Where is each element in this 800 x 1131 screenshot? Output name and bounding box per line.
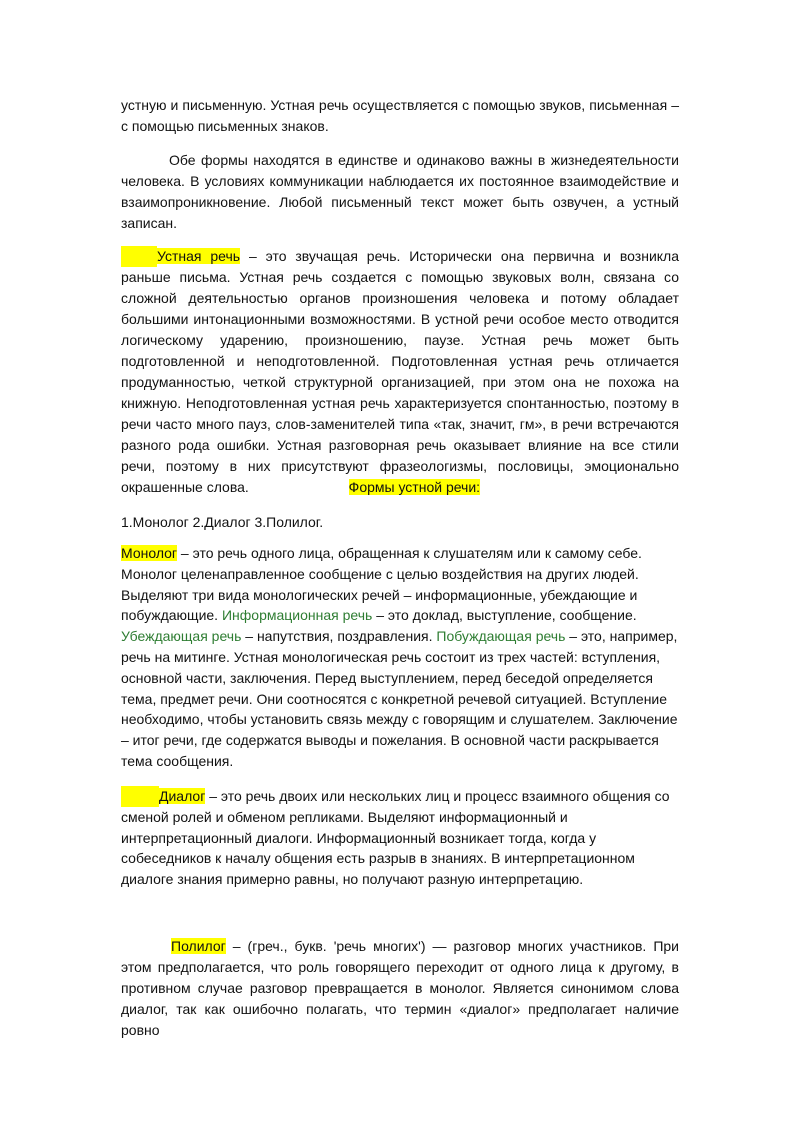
monologue-text-1: – это речь одного лица, обращенная к слушателям или к самому себе. Монолог целенаправленное сообщение с целью воздействия на других людей. Выделяют три вида монологических речей – информационные, убеждающие и побуждающие.	[121, 545, 642, 624]
term-dialogue: Диалог	[159, 788, 206, 804]
term-persuasive-speech: Убеждающая речь	[121, 628, 242, 645]
term-oral-speech: Устная речь	[157, 248, 241, 264]
monologue-text-4: – это, например, речь на митинге. Устная монологическая речь состоит из трех частей: вступления, основной части, заключения. Перед выступлением, перед беседой определяется тема, предмет речи. Они соотносятся с конкретной речевой ситуацией. Вступление необходимо, чтобы установить связь между с говорящим и слушателем. Заключение – итог речи, где содержатся выводы и пожелания. В основной части раскрывается тема сообщения.	[121, 628, 678, 769]
term-informational-speech: Информационная речь	[221, 607, 373, 624]
forms-list-text: 1.Монолог 2.Диалог 3.Полилог.	[121, 514, 324, 530]
polylogue-text: – (греч., букв. 'речь многих') — разговор многих участников. При этом предполагается, что роль говорящего переходит от одного лица к другому, в противном случае разговор превращается в монолог. Является синонимом слова диалог, так как ошибочно полагать, что термин «диалог» предполагает наличие ровно	[121, 938, 679, 1038]
oral-speech-text: – это звучащая речь. Исторически она первична и возникла раньше письма. Устная речь создается с помощью звуковых волн, связана со сложной деятельностью органов произношения человека и потому обладает большими интонационными возможностями. В устной речи особое место отводится логическому ударению, произношению, паузе. Устная речь может быть подготовленной и неподготовленной. Подготовленная устная речь отличается продуманностью, четкой структурной организацией, при этом она не похожа на книжную. Неподготовленная устная речь характеризуется спонтанностью, поэтому в речи часто много пауз, слов-заменителей типа «так, значит, гм», в речи встречаются разного рода ошибки. Устная разговорная речь оказывает влияние на все стили речи, поэтому в них присутствуют фразеологизмы, пословицы, эмоционально окрашенные слова.	[121, 248, 680, 495]
term-motivating-speech: Побуждающая речь	[436, 628, 566, 645]
paragraph-dialogue	[121, 786, 679, 890]
paragraph-1	[121, 95, 679, 137]
paragraph-monologue	[121, 543, 679, 772]
dialogue-text: – это речь двоих или нескольких лиц и процесс взаимного общения со сменой ролей и обменом репликами. Выделяют информационный и интерпретационный диалоги. Информационный возникает тогда, когда у собеседников к началу общения есть разрыв в знаниях. В интерпретационном диалоге знания примерно равны, но получают разную интерпретацию.	[121, 788, 670, 888]
paragraph-oral-speech	[121, 246, 679, 498]
paragraph-polylogue	[121, 936, 679, 1041]
term-polylogue: Полилог	[171, 938, 226, 954]
forms-list	[121, 512, 679, 533]
paragraph-2	[121, 150, 679, 234]
paragraph-1-text: устную и письменную. Устная речь осуществляется с помощью звуков, письменная – с помощью письменных знаков.	[121, 97, 679, 134]
paragraph-2-text: Обе формы находятся в единстве и одинаково важны в жизнедеятельности человека. В условиях коммуникации наблюдается их постоянное взаимодействие и взаимопроникновение. Любой письменный текст может быть озвучен, а устный записан.	[121, 152, 679, 231]
monologue-text-2: – это доклад, выступление, сообщение.	[372, 607, 637, 624]
term-highlight-oral-speech	[121, 248, 240, 264]
monologue-text-3: – напутствия, поздравления.	[241, 628, 437, 645]
forms-of-oral-speech-label: Формы устной речи:	[348, 479, 481, 495]
term-monologue: Монолог	[121, 545, 178, 561]
term-highlight-dialogue	[121, 788, 205, 804]
